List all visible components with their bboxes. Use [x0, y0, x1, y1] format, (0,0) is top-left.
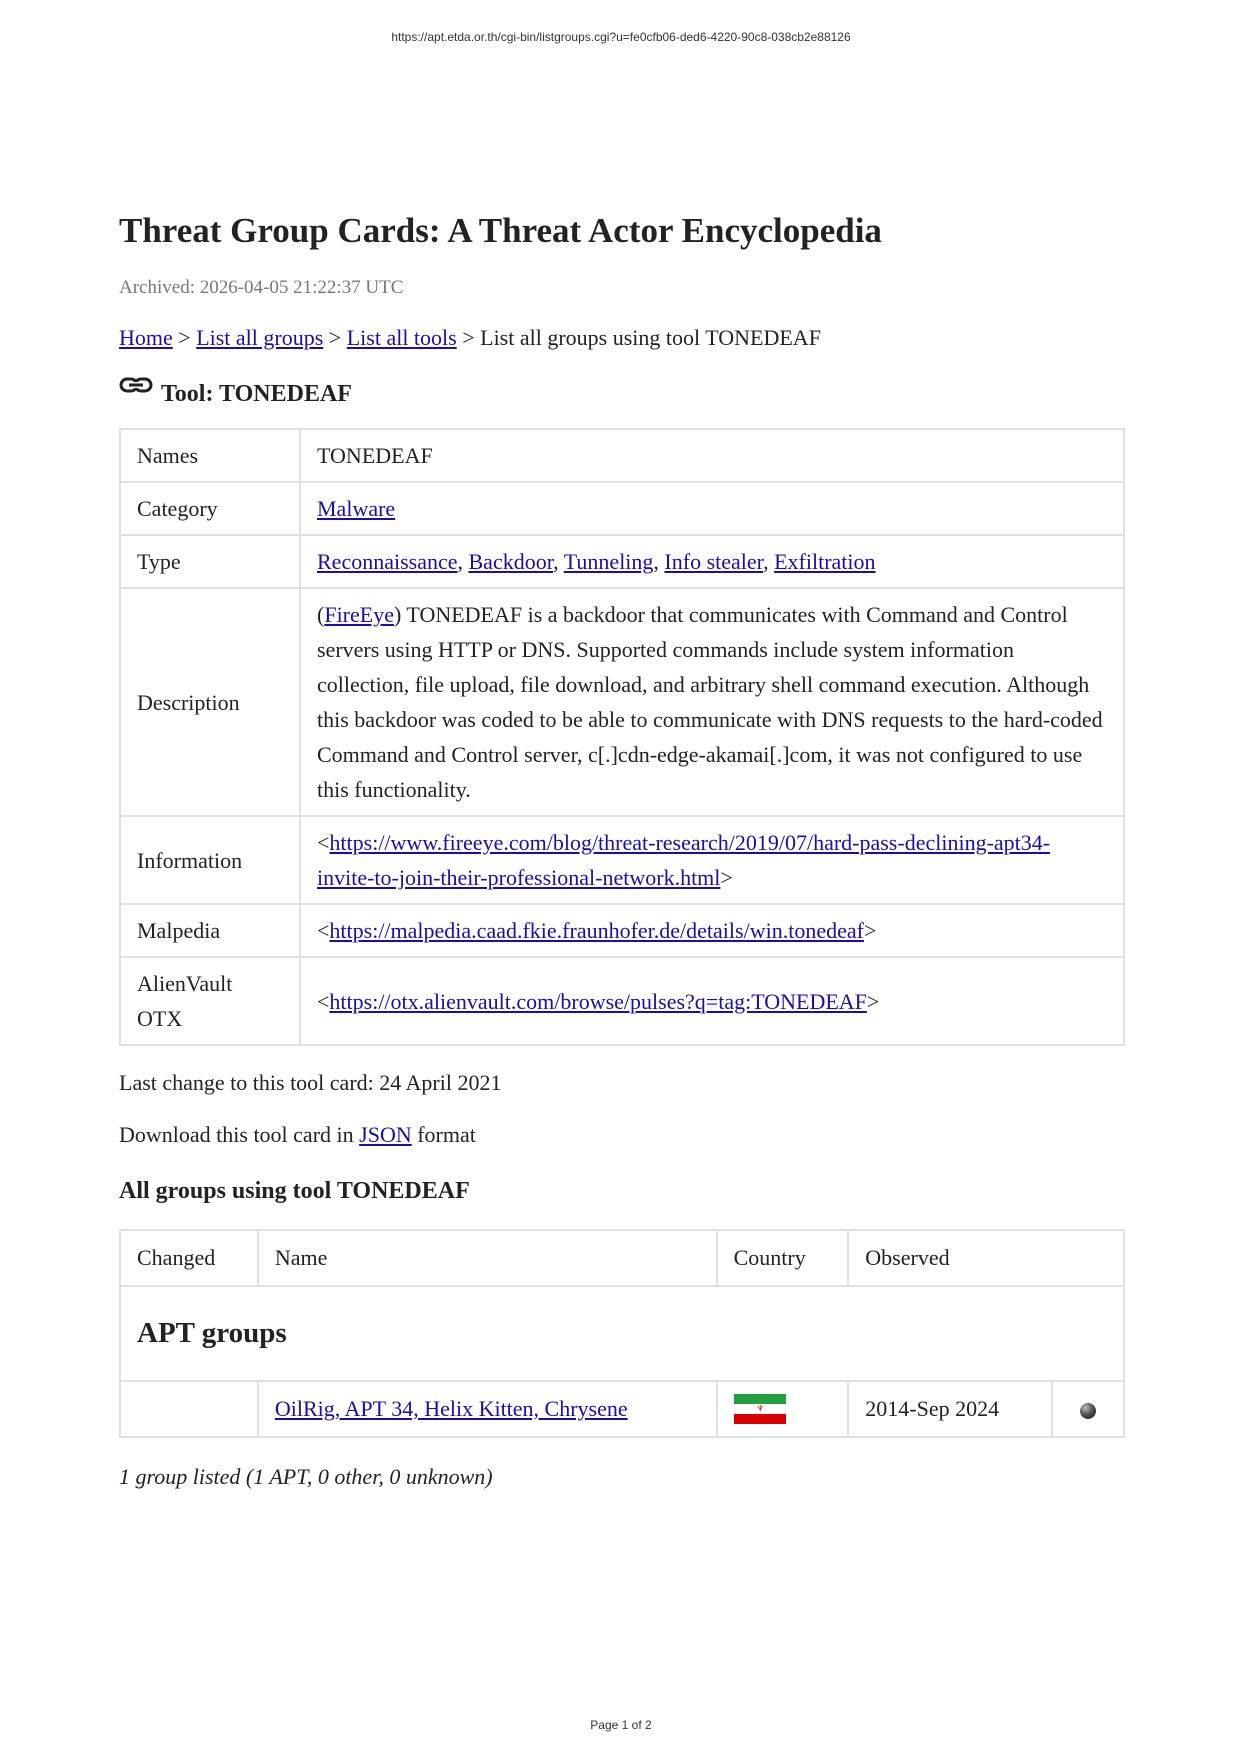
breadcrumb [119, 325, 1125, 351]
section-row [120, 1286, 1124, 1381]
type-link-exfiltration[interactable]: Exfiltration [774, 549, 876, 574]
main-content [119, 210, 1125, 1490]
type-link-reconnaissance[interactable]: Reconnaissance [317, 549, 458, 574]
row-value-otx [300, 957, 1124, 1045]
type-separator: , [553, 549, 559, 574]
cell-name [258, 1381, 717, 1437]
table-header-row [120, 1230, 1124, 1286]
type-separator: , [763, 549, 769, 574]
cell-status [1052, 1381, 1124, 1437]
breadcrumb-separator: > [328, 325, 342, 350]
type-separator: , [653, 549, 659, 574]
column-header-changed: Changed [120, 1230, 258, 1286]
breadcrumb-separator: > [178, 325, 191, 350]
tool-heading-text: Tool: TONEDEAF [161, 381, 352, 407]
breadcrumb-list-groups-link[interactable]: List all groups [196, 325, 324, 350]
angle-open: < [317, 830, 330, 855]
tool-heading [119, 381, 1125, 408]
angle-open: < [317, 918, 330, 943]
column-header-name: Name [258, 1230, 717, 1286]
breadcrumb-home-link[interactable]: Home [119, 325, 173, 350]
row-label-information: Information [120, 816, 300, 904]
page-url-header: https://apt.etda.or.th/cgi-bin/listgroups.cgi?u=fe0cfb06-ded6-4220-90c8-038cb2e88126 [391, 30, 851, 44]
download-line [119, 1122, 1125, 1148]
table-row [120, 957, 1124, 1045]
group-link-oilrig[interactable]: OilRig, APT 34, Helix Kitten, Chrysene [274, 1396, 628, 1421]
download-prefix: Download this tool card in [119, 1122, 354, 1147]
table-row [120, 816, 1124, 904]
groups-summary: 1 group listed (1 APT, 0 other, 0 unknown) [119, 1464, 493, 1489]
iran-flag-icon: ♆ [734, 1394, 786, 1424]
tool-info-table [119, 428, 1125, 1046]
information-link[interactable]: https://www.fireeye.com/blog/threat-research/2019/07/hard-pass-declining-apt34-invite-to-join-their-professional-network.html [317, 830, 1051, 890]
type-link-info-stealer[interactable]: Info stealer [664, 549, 764, 574]
angle-close: > [863, 918, 877, 943]
column-header-observed: Observed [848, 1230, 1124, 1286]
breadcrumb-current: > List all groups using tool TONEDEAF [462, 325, 821, 350]
angle-open: < [317, 988, 330, 1014]
column-header-country: Country [717, 1230, 849, 1286]
row-value-type [300, 535, 1124, 588]
row-label-type: Type [120, 535, 300, 588]
table-row [120, 535, 1124, 588]
table-row [120, 429, 1124, 482]
row-value-malpedia [300, 904, 1124, 957]
type-link-backdoor[interactable]: Backdoor [468, 549, 554, 574]
row-value-category [300, 482, 1124, 535]
groups-heading: All groups using tool TONEDEAF [119, 1178, 470, 1204]
otx-link[interactable]: https://otx.alienvault.com/browse/pulses?q=tag:TONEDEAF [329, 988, 867, 1014]
cell-country [717, 1381, 849, 1437]
category-malware-link[interactable]: Malware [317, 496, 396, 521]
groups-table [119, 1229, 1125, 1438]
breadcrumb-list-tools-link[interactable]: List all tools [346, 325, 457, 350]
download-suffix: format [417, 1122, 476, 1147]
row-value-names: TONEDEAF [300, 429, 1124, 482]
row-value-description [300, 588, 1124, 816]
status-ball-icon [1080, 1403, 1096, 1419]
angle-close: > [866, 988, 880, 1014]
table-row [120, 588, 1124, 816]
row-label-otx: AlienVault OTX [120, 957, 300, 1045]
page-number-footer: Page 1 of 2 [590, 1718, 652, 1732]
description-source-link[interactable]: FireEye [324, 602, 394, 627]
cell-observed: 2014-Sep 2024 [848, 1381, 1052, 1437]
link-icon [119, 376, 153, 396]
page-title: Threat Group Cards: A Threat Actor Encyclopedia [119, 211, 882, 250]
section-title-apt-groups: APT groups [120, 1286, 1124, 1381]
malpedia-link[interactable]: https://malpedia.caad.fkie.fraunhofer.de/details/win.tonedeaf [329, 918, 864, 943]
row-value-information [300, 816, 1124, 904]
row-label-category: Category [120, 482, 300, 535]
archived-timestamp: Archived: 2026-04-05 21:22:37 UTC [119, 277, 404, 298]
description-open-paren: ( [317, 602, 325, 627]
angle-close: > [720, 865, 733, 890]
table-row [120, 904, 1124, 957]
json-download-link[interactable]: JSON [359, 1122, 412, 1147]
cell-changed [120, 1381, 258, 1437]
row-label-description: Description [120, 588, 300, 816]
table-row [120, 482, 1124, 535]
last-change-text: Last change to this tool card: 24 April 2021 [119, 1070, 502, 1095]
description-text: ) TONEDEAF is a backdoor that communicates with Command and Control servers using HTTP or DNS. Supported commands include system information collection, file upload, file download, and arbitrary shell command execution. Although this backdoor was coded to be able to communicate with DNS requests to the hard-coded Command and Control server, c[.]cdn-edge-akamai[.]com, it was not configured to use this functionality. [317, 602, 1103, 802]
row-label-names: Names [120, 429, 300, 482]
row-label-malpedia: Malpedia [120, 904, 300, 957]
table-row [120, 1381, 1124, 1437]
type-link-tunneling[interactable]: Tunneling [563, 549, 654, 574]
type-separator: , [457, 549, 463, 574]
